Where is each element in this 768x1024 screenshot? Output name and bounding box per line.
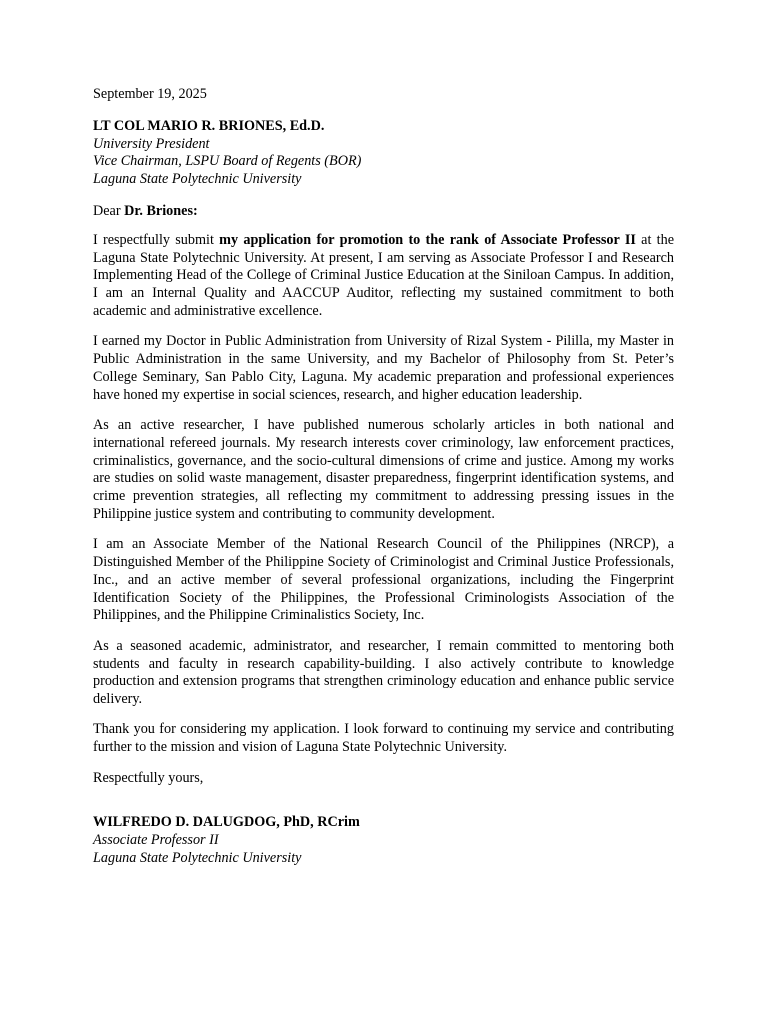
paragraph-mentoring: As a seasoned academic, administrator, and researcher, I remain committed to mentoring both students and faculty in research capability-building. I also actively contribute to knowledge production and extension programs that strengthen criminology education and enhance public service delivery. — [93, 637, 674, 708]
salutation — [93, 203, 674, 221]
letter-page — [93, 86, 674, 868]
paragraph-memberships: I am an Associate Member of the National Research Council of the Philippines (NRCP), a Distinguished Member of the Philippine Society of Criminologist and Criminal Justice Professionals, Inc., and an active member of several professional organizations, including the Fingerprint Identification Society of the Philippines, the Professional Criminologists Association of the Philippines, and the Philippine Criminalistics Society, Inc. — [93, 536, 674, 624]
closing: Respectfully yours, — [93, 769, 204, 786]
paragraph-research: As an active researcher, I have published numerous scholarly articles in both national and international refereed journals. My research interests cover criminology, law enforcement practices, criminalistics, governance, and the socio-cultural dimensions of crime and justice. Among my works are studies on solid waste management, disaster preparedness, fingerprint identification systems, and crime prevention strategies, all reflecting my commitment to addressing pressing issues in the Philippine justice system and contributing to community development. — [93, 416, 674, 522]
paragraph-application-intro: I respectfully submit — [93, 231, 220, 248]
salutation-prefix: Dear — [93, 202, 125, 219]
paragraph-education: I earned my Doctor in Public Administration from University of Rizal System - Pililla, my Master in Public Administration in the same University, and my Bachelor of Philosophy from St. Peter’s College Seminary, San Pablo City, Laguna. My academic preparation and professional experiences have honed my expertise in social sciences, research, and higher education leadership. — [93, 333, 674, 403]
salutation-name: Dr. Briones: — [124, 202, 198, 219]
paragraph-thanks: Thank you for considering my application. I look forward to continuing my service and contributing further to the mission and vision of Laguna State Polytechnic University. — [93, 721, 674, 756]
signatory-institution: Laguna State Polytechnic University — [93, 849, 302, 866]
signatory-position: Associate Professor II — [93, 832, 219, 849]
paragraph-application-emphasis: my application for promotion to the rank of Associate Professor II — [219, 231, 636, 248]
signature-block — [93, 814, 674, 867]
paragraph-application — [93, 232, 674, 321]
signatory-name: WILFREDO D. DALUGDOG, PhD, RCrim — [93, 814, 360, 831]
letter-date: September 19, 2025 — [93, 86, 207, 102]
recipient-board-title: Vice Chairman, LSPU Board of Regents (BOR) — [93, 153, 362, 170]
recipient-block — [93, 118, 674, 189]
recipient-institution: Laguna State Polytechnic University — [93, 171, 302, 188]
recipient-name: LT COL MARIO R. BRIONES, Ed.D. — [93, 117, 325, 134]
paragraph-application-rest: at the Laguna State Polytechnic University. At present, I am serving as Associate Professor I and Research Implementing Head of the College of Criminal Justice Education at the Siniloan Campus. In addition, I am an Internal Quality and AACCUP Auditor, reflecting my sustained commitment to both academic and administrative excellence. — [93, 231, 674, 319]
recipient-title: University President — [93, 135, 210, 152]
